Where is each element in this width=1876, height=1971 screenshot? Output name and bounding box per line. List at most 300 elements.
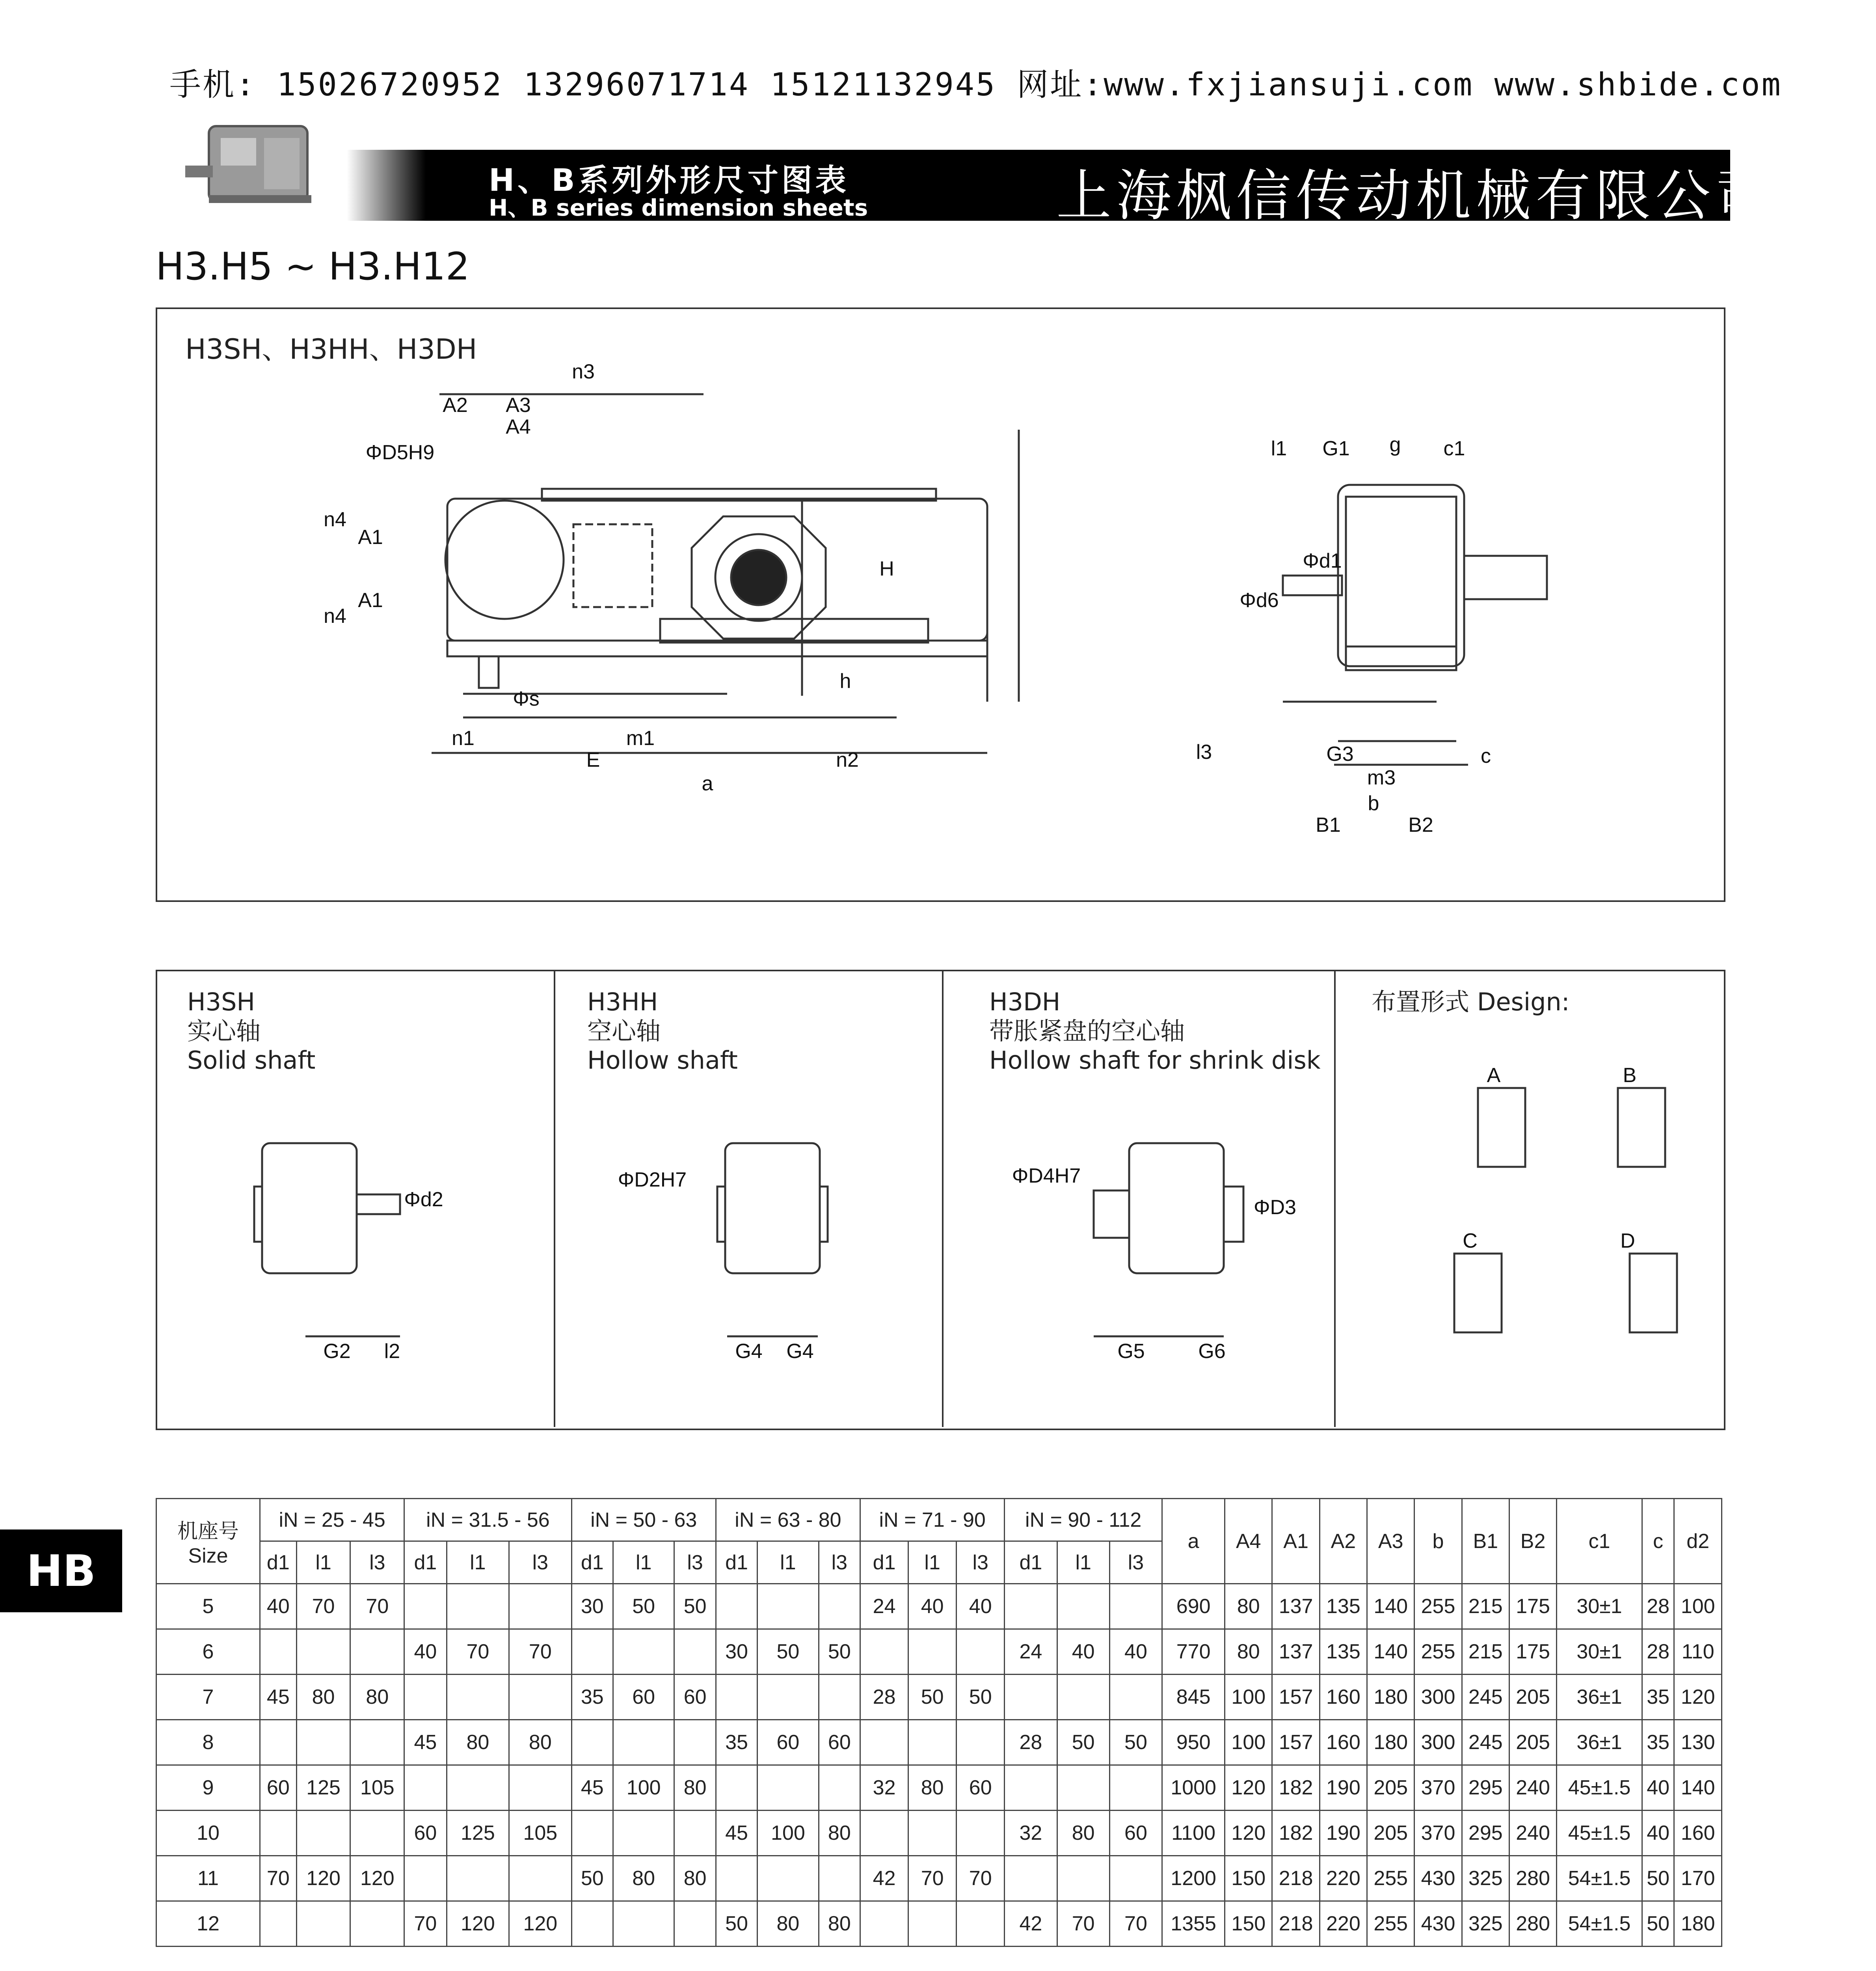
table-cell [757, 1765, 819, 1811]
table-cell: 70 [404, 1901, 447, 1947]
shrink-en: Hollow shaft for shrink disk [989, 1046, 1321, 1075]
table-cell: 30±1 [1557, 1584, 1642, 1629]
t1-sub-header: l3 [674, 1541, 716, 1584]
table-cell: 280 [1509, 1856, 1556, 1901]
table-cell: 50 [674, 1584, 716, 1629]
table-cell: 100 [757, 1811, 819, 1856]
table-cell [757, 1856, 819, 1901]
table-cell: 120 [1225, 1765, 1272, 1811]
table-cell: 160 [1320, 1675, 1367, 1720]
t1-col-header: A1 [1272, 1499, 1320, 1584]
label-d6: Φd6 [1240, 589, 1279, 612]
table-cell: 120 [509, 1901, 571, 1947]
t1-ratio-header: iN = 50 - 63 [571, 1499, 716, 1541]
t1-ratio-header: iN = 71 - 90 [860, 1499, 1005, 1541]
table-cell [674, 1901, 716, 1947]
table-cell [571, 1901, 613, 1947]
table-cell: 137 [1272, 1584, 1320, 1629]
table-cell: 60 [260, 1765, 297, 1811]
table-cell: 32 [1005, 1811, 1057, 1856]
table-cell: 430 [1414, 1856, 1462, 1901]
shrink-code: H3DH [989, 987, 1061, 1016]
table-cell: 120 [350, 1856, 404, 1901]
design-title: 布置形式 Design: [1372, 987, 1570, 1016]
table-cell: 30±1 [1557, 1629, 1642, 1675]
label-D4H7: ΦD4H7 [1012, 1164, 1081, 1187]
table-cell: 60 [674, 1675, 716, 1720]
label-l1: l1 [1271, 437, 1287, 460]
table-cell [674, 1720, 716, 1765]
table-cell: 950 [1162, 1720, 1225, 1765]
table-cell: 40 [404, 1629, 447, 1675]
label-A2: A2 [443, 394, 468, 417]
table-cell: 190 [1320, 1765, 1367, 1811]
table-cell: 32 [860, 1765, 908, 1811]
label-G2: G2 [323, 1340, 351, 1363]
table-cell: 45 [716, 1811, 757, 1856]
table-cell [908, 1811, 957, 1856]
table-cell [613, 1811, 674, 1856]
t1-sub-header: d1 [571, 1541, 613, 1584]
hollow-code: H3HH [587, 987, 658, 1016]
table-cell: 130 [1674, 1720, 1722, 1765]
table-cell: 80 [1225, 1584, 1272, 1629]
table-cell: 175 [1509, 1629, 1556, 1675]
label-A1-bottom: A1 [358, 589, 383, 612]
table-cell [350, 1629, 404, 1675]
table-cell: 110 [1674, 1629, 1722, 1675]
table-cell [350, 1901, 404, 1947]
table-cell [819, 1675, 860, 1720]
table-cell: 50 [1642, 1901, 1674, 1947]
table-cell: 80 [674, 1856, 716, 1901]
table-cell: 325 [1462, 1901, 1509, 1947]
table-cell [716, 1584, 757, 1629]
label-n4-bottom: n4 [324, 605, 346, 628]
solid-en: Solid shaft [187, 1046, 316, 1075]
table-cell [509, 1584, 571, 1629]
table-cell: 7 [156, 1675, 260, 1720]
table-cell: 40 [1109, 1629, 1162, 1675]
table-cell: 370 [1414, 1811, 1462, 1856]
t1-sub-header: l1 [1057, 1541, 1109, 1584]
table-cell [404, 1584, 447, 1629]
label-D5H9: ΦD5H9 [365, 441, 435, 464]
t1-sub-header: d1 [716, 1541, 757, 1584]
label-n3: n3 [572, 360, 595, 383]
table-cell: 40 [1642, 1765, 1674, 1811]
table-cell: 100 [613, 1765, 674, 1811]
banner-title-cn: H、B系列外形尺寸图表 [489, 163, 849, 198]
label-b: b [1368, 792, 1379, 815]
shrink-cn: 带胀紧盘的空心轴 [989, 1017, 1185, 1045]
table-cell: 140 [1367, 1584, 1414, 1629]
table-cell: 60 [613, 1675, 674, 1720]
t1-sub-header: l3 [509, 1541, 571, 1584]
label-G3: G3 [1326, 743, 1354, 766]
t1-sub-header: l3 [957, 1541, 1005, 1584]
table-cell: 70 [1109, 1901, 1162, 1947]
dimension-table-1 [156, 1498, 1722, 1947]
table-cell: 80 [674, 1765, 716, 1811]
table-cell: 70 [957, 1856, 1005, 1901]
label-G5: G5 [1117, 1340, 1145, 1363]
table-cell: 50 [908, 1675, 957, 1720]
table-cell: 5 [156, 1584, 260, 1629]
table-cell: 80 [296, 1675, 350, 1720]
table-cell [571, 1629, 613, 1675]
table-cell: 45±1.5 [1557, 1811, 1642, 1856]
table-cell: 135 [1320, 1629, 1367, 1675]
table-cell [860, 1720, 908, 1765]
table-cell: 690 [1162, 1584, 1225, 1629]
table-cell [509, 1856, 571, 1901]
label-A4: A4 [506, 415, 531, 438]
table-cell: 845 [1162, 1675, 1225, 1720]
label-m3: m3 [1367, 766, 1396, 789]
t1-sub-header: d1 [860, 1541, 908, 1584]
table-cell [296, 1720, 350, 1765]
table-cell [957, 1720, 1005, 1765]
table-cell: 175 [1509, 1584, 1556, 1629]
table-cell: 60 [957, 1765, 1005, 1811]
hollow-en: Hollow shaft [587, 1046, 738, 1075]
table-cell: 70 [260, 1856, 297, 1901]
table-cell [757, 1675, 819, 1720]
table-cell: 50 [1642, 1856, 1674, 1901]
solid-cn: 实心轴 [187, 1017, 261, 1045]
table-cell: 240 [1509, 1811, 1556, 1856]
table-cell [404, 1765, 447, 1811]
table-cell: 50 [957, 1675, 1005, 1720]
label-m1: m1 [626, 727, 655, 750]
table-cell: 280 [1509, 1901, 1556, 1947]
table-cell: 28 [1642, 1629, 1674, 1675]
table-cell: 28 [1642, 1584, 1674, 1629]
table-row [156, 1629, 1722, 1675]
t1-ratio-header: iN = 63 - 80 [716, 1499, 860, 1541]
label-B2: B2 [1408, 814, 1433, 836]
t1-col-header: b [1414, 1499, 1462, 1584]
label-G4-left: G4 [735, 1340, 763, 1363]
label-g: g [1389, 433, 1401, 456]
table-cell: 205 [1509, 1720, 1556, 1765]
table-cell: 157 [1272, 1720, 1320, 1765]
table-cell: 80 [447, 1720, 509, 1765]
t1-col-header: B1 [1462, 1499, 1509, 1584]
table-cell: 70 [509, 1629, 571, 1675]
t1-col-header: a [1162, 1499, 1225, 1584]
design-label-D: D [1620, 1230, 1635, 1252]
table-cell: 125 [447, 1811, 509, 1856]
table-row [156, 1901, 1722, 1947]
table-cell: 218 [1272, 1856, 1320, 1901]
table-cell: 105 [509, 1811, 571, 1856]
table-cell: 80 [819, 1811, 860, 1856]
table-row [156, 1584, 1722, 1629]
table-cell: 120 [447, 1901, 509, 1947]
table-cell: 40 [1057, 1629, 1109, 1675]
table-row [156, 1811, 1722, 1856]
table-cell: 1355 [1162, 1901, 1225, 1947]
table-cell: 28 [860, 1675, 908, 1720]
t1-sub-header: l1 [296, 1541, 350, 1584]
table-cell: 70 [908, 1856, 957, 1901]
table-cell [819, 1584, 860, 1629]
table-cell: 6 [156, 1629, 260, 1675]
t1-col-header: c1 [1557, 1499, 1642, 1584]
table-cell: 120 [1674, 1675, 1722, 1720]
table-cell: 45±1.5 [1557, 1765, 1642, 1811]
table-cell: 255 [1414, 1584, 1462, 1629]
t1-size-header: 机座号 Size [156, 1499, 260, 1584]
table-cell: 80 [757, 1901, 819, 1947]
table-cell [260, 1811, 297, 1856]
table-row [156, 1765, 1722, 1811]
table-cell [1057, 1765, 1109, 1811]
table-cell: 45 [404, 1720, 447, 1765]
table-cell [1005, 1856, 1057, 1901]
table-cell: 70 [350, 1584, 404, 1629]
table-cell [908, 1901, 957, 1947]
label-s: Φs [513, 687, 540, 710]
contact-line: 手机: 15026720952 13296071714 15121132945 网址:www.fxjiansuji.com www.shbide.com [169, 66, 1782, 103]
t1-sub-header: l3 [350, 1541, 404, 1584]
table-cell: 150 [1225, 1901, 1272, 1947]
table-cell: 35 [571, 1675, 613, 1720]
table-cell [716, 1675, 757, 1720]
t1-col-header: d2 [1674, 1499, 1722, 1584]
label-A3: A3 [506, 394, 531, 417]
table-cell: 220 [1320, 1901, 1367, 1947]
table-cell [447, 1856, 509, 1901]
table-cell [260, 1629, 297, 1675]
table-cell: 430 [1414, 1901, 1462, 1947]
t1-sub-header: l3 [819, 1541, 860, 1584]
table-cell: 205 [1367, 1765, 1414, 1811]
table-cell [1109, 1675, 1162, 1720]
table-cell [716, 1856, 757, 1901]
table-cell [860, 1901, 908, 1947]
table-cell: 180 [1367, 1720, 1414, 1765]
table-cell: 8 [156, 1720, 260, 1765]
table-row [156, 1856, 1722, 1901]
t1-sub-header: l1 [757, 1541, 819, 1584]
table-cell: 12 [156, 1901, 260, 1947]
table-cell [819, 1765, 860, 1811]
table-cell: 160 [1320, 1720, 1367, 1765]
table-cell [404, 1856, 447, 1901]
table-cell: 54±1.5 [1557, 1856, 1642, 1901]
table-cell [860, 1629, 908, 1675]
t1-sub-header: l1 [447, 1541, 509, 1584]
table-cell: 140 [1674, 1765, 1722, 1811]
table-cell: 60 [1109, 1811, 1162, 1856]
banner-title-en: H、B series dimension sheets [489, 194, 868, 221]
table-cell: 150 [1225, 1856, 1272, 1901]
table-cell: 50 [613, 1584, 674, 1629]
t1-col-header: A2 [1320, 1499, 1367, 1584]
table-cell [447, 1584, 509, 1629]
dimension-drawing [156, 307, 1722, 899]
table-cell: 220 [1320, 1856, 1367, 1901]
label-A1-top: A1 [358, 526, 383, 549]
t1-sub-header: d1 [404, 1541, 447, 1584]
t1-sub-header: l3 [1109, 1541, 1162, 1584]
hollow-cn: 空心轴 [587, 1017, 661, 1045]
table-cell: 30 [571, 1584, 613, 1629]
table-cell: 180 [1674, 1901, 1722, 1947]
table-cell [350, 1811, 404, 1856]
table-cell [957, 1901, 1005, 1947]
table-cell [296, 1629, 350, 1675]
t1-sub-header: d1 [260, 1541, 297, 1584]
table-cell [1057, 1856, 1109, 1901]
table-cell [819, 1856, 860, 1901]
table-cell [1057, 1675, 1109, 1720]
table-cell: 300 [1414, 1675, 1462, 1720]
design-label-C: C [1463, 1230, 1478, 1252]
table-cell: 205 [1509, 1675, 1556, 1720]
table-cell [957, 1811, 1005, 1856]
table-cell: 215 [1462, 1584, 1509, 1629]
table-cell: 218 [1272, 1901, 1320, 1947]
table-cell: 50 [819, 1629, 860, 1675]
table-cell [1005, 1584, 1057, 1629]
label-G6: G6 [1198, 1340, 1226, 1363]
table-cell: 245 [1462, 1675, 1509, 1720]
table-row [156, 1720, 1722, 1765]
table-cell: 295 [1462, 1811, 1509, 1856]
table-cell [1005, 1675, 1057, 1720]
table-cell: 80 [350, 1675, 404, 1720]
table-cell: 45 [571, 1765, 613, 1811]
table-cell: 80 [1057, 1811, 1109, 1856]
design-label-B: B [1623, 1064, 1637, 1087]
table-cell: 1000 [1162, 1765, 1225, 1811]
table-cell: 70 [1057, 1901, 1109, 1947]
table-cell [404, 1675, 447, 1720]
table-cell: 28 [1005, 1720, 1057, 1765]
table-cell: 80 [613, 1856, 674, 1901]
table-cell: 170 [1674, 1856, 1722, 1901]
table-cell: 120 [296, 1856, 350, 1901]
table-cell: 9 [156, 1765, 260, 1811]
t1-ratio-header: iN = 31.5 - 56 [404, 1499, 571, 1541]
table-cell: 255 [1414, 1629, 1462, 1675]
table-cell: 50 [757, 1629, 819, 1675]
table-cell: 80 [908, 1765, 957, 1811]
table-cell: 80 [819, 1901, 860, 1947]
table-cell: 300 [1414, 1720, 1462, 1765]
table-cell: 35 [1642, 1720, 1674, 1765]
table-cell: 215 [1462, 1629, 1509, 1675]
label-G1: G1 [1322, 437, 1350, 460]
table-cell: 40 [908, 1584, 957, 1629]
table-cell: 45 [260, 1675, 297, 1720]
table-cell: 80 [509, 1720, 571, 1765]
table-cell [957, 1629, 1005, 1675]
table-cell: 182 [1272, 1765, 1320, 1811]
table-cell: 24 [1005, 1629, 1057, 1675]
table-cell: 36±1 [1557, 1675, 1642, 1720]
table-cell [260, 1901, 297, 1947]
label-D3: ΦD3 [1254, 1196, 1296, 1219]
table-cell: 11 [156, 1856, 260, 1901]
table-cell [757, 1584, 819, 1629]
table-cell [1057, 1584, 1109, 1629]
table-cell: 60 [819, 1720, 860, 1765]
t1-sub-header: l1 [908, 1541, 957, 1584]
label-l3: l3 [1196, 741, 1212, 764]
design-label-A: A [1487, 1064, 1501, 1087]
table-cell [1109, 1584, 1162, 1629]
label-n4-top: n4 [324, 508, 346, 531]
table-cell: 40 [260, 1584, 297, 1629]
table-cell [674, 1811, 716, 1856]
table-cell: 182 [1272, 1811, 1320, 1856]
table-cell [296, 1811, 350, 1856]
table-cell: 70 [447, 1629, 509, 1675]
table-cell: 50 [1109, 1720, 1162, 1765]
table-cell [509, 1765, 571, 1811]
table-cell: 100 [1225, 1720, 1272, 1765]
drawing-panel-title: H3SH、H3HH、H3DH [185, 333, 477, 365]
table-cell: 100 [1674, 1584, 1722, 1629]
table-cell: 205 [1367, 1811, 1414, 1856]
table-cell: 125 [296, 1765, 350, 1811]
t1-col-header: c [1642, 1499, 1674, 1584]
table-cell: 42 [860, 1856, 908, 1901]
table-cell: 54±1.5 [1557, 1901, 1642, 1947]
table-cell [674, 1629, 716, 1675]
table-cell: 50 [571, 1856, 613, 1901]
gearbox-logo-image [185, 110, 335, 221]
shaft-drawings [156, 970, 1722, 1427]
table-cell: 50 [1057, 1720, 1109, 1765]
label-B1: B1 [1316, 814, 1341, 836]
label-h: h [839, 670, 851, 693]
label-d1: Φd1 [1303, 550, 1342, 572]
table-cell: 135 [1320, 1584, 1367, 1629]
table-cell [509, 1675, 571, 1720]
table-cell: 10 [156, 1811, 260, 1856]
table-cell: 30 [716, 1629, 757, 1675]
label-a: a [702, 772, 713, 795]
table-row [156, 1675, 1722, 1720]
table-cell [716, 1765, 757, 1811]
table-cell: 255 [1367, 1901, 1414, 1947]
table-cell [447, 1765, 509, 1811]
table-cell: 60 [404, 1811, 447, 1856]
table-cell: 137 [1272, 1629, 1320, 1675]
table-cell: 24 [860, 1584, 908, 1629]
series-title: H3.H5 ~ H3.H12 [156, 244, 470, 289]
label-G4-right: G4 [786, 1340, 814, 1363]
table-cell: 240 [1509, 1765, 1556, 1811]
table-cell: 190 [1320, 1811, 1367, 1856]
table-cell: 370 [1414, 1765, 1462, 1811]
table-cell: 140 [1367, 1629, 1414, 1675]
table-cell: 60 [757, 1720, 819, 1765]
table-cell [1109, 1765, 1162, 1811]
table-cell [447, 1675, 509, 1720]
company-name: 上海枫信传动机械有限公司 [1056, 164, 1776, 228]
table-cell [1005, 1765, 1057, 1811]
table-cell: 100 [1225, 1675, 1272, 1720]
table-cell: 1200 [1162, 1856, 1225, 1901]
label-n2: n2 [836, 749, 859, 771]
